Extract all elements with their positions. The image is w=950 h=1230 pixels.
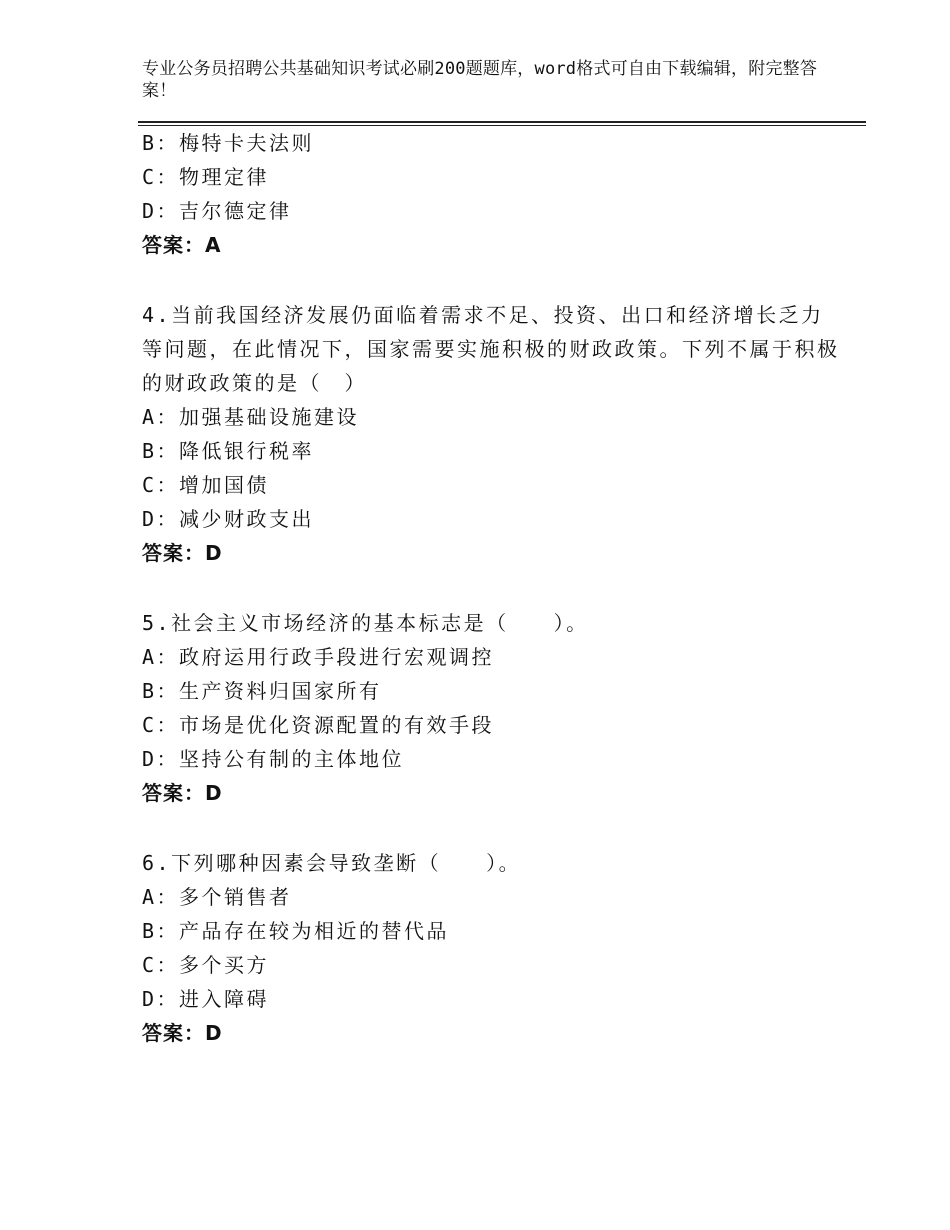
option-c: C：物理定律 [142,165,270,189]
option-d: D：减少财政支出 [142,507,315,531]
question-text: 5.社会主义市场经济的基本标志是（ ）。 [142,611,589,635]
question-4 [142,298,842,570]
option-d: D：进入障碍 [142,987,270,1011]
option-c: C：市场是优化资源配置的有效手段 [142,713,495,737]
option-a: A：政府运用行政手段进行宏观调控 [142,645,495,669]
option-b: B：降低银行税率 [142,439,315,463]
answer-line: 答案：D [142,541,223,565]
option-c: C：多个买方 [142,953,270,977]
question-3-tail [142,126,842,262]
option-d: D：吉尔德定律 [142,199,292,223]
option-b: B：产品存在较为相近的替代品 [142,919,450,943]
question-text: 6.下列哪种因素会导致垄断（ ）。 [142,851,522,875]
option-a: A：多个销售者 [142,885,292,909]
option-b: B：生产资料归国家所有 [142,679,382,703]
option-a: A：加强基础设施建设 [142,405,360,429]
answer-line: 答案：D [142,781,223,805]
document-body [142,126,842,1050]
option-b: B：梅特卡夫法则 [142,131,315,155]
option-d: D：坚持公有制的主体地位 [142,747,405,771]
question-6 [142,846,842,1050]
answer-line: 答案：A [142,233,222,257]
question-text: 4.当前我国经济发展仍面临着需求不足、投资、出口和经济增长乏力等问题，在此情况下，国家需要实施积极的财政政策。下列不属于积极的财政政策的是（ ） [142,303,840,395]
header-text: 专业公务员招聘公共基础知识考试必刷200题题库，word格式可自由下载编辑，附完整答案！ [142,59,818,101]
question-5 [142,606,842,810]
answer-line: 答案：D [142,1021,223,1045]
option-c: C：增加国债 [142,473,270,497]
page-header [142,58,832,102]
